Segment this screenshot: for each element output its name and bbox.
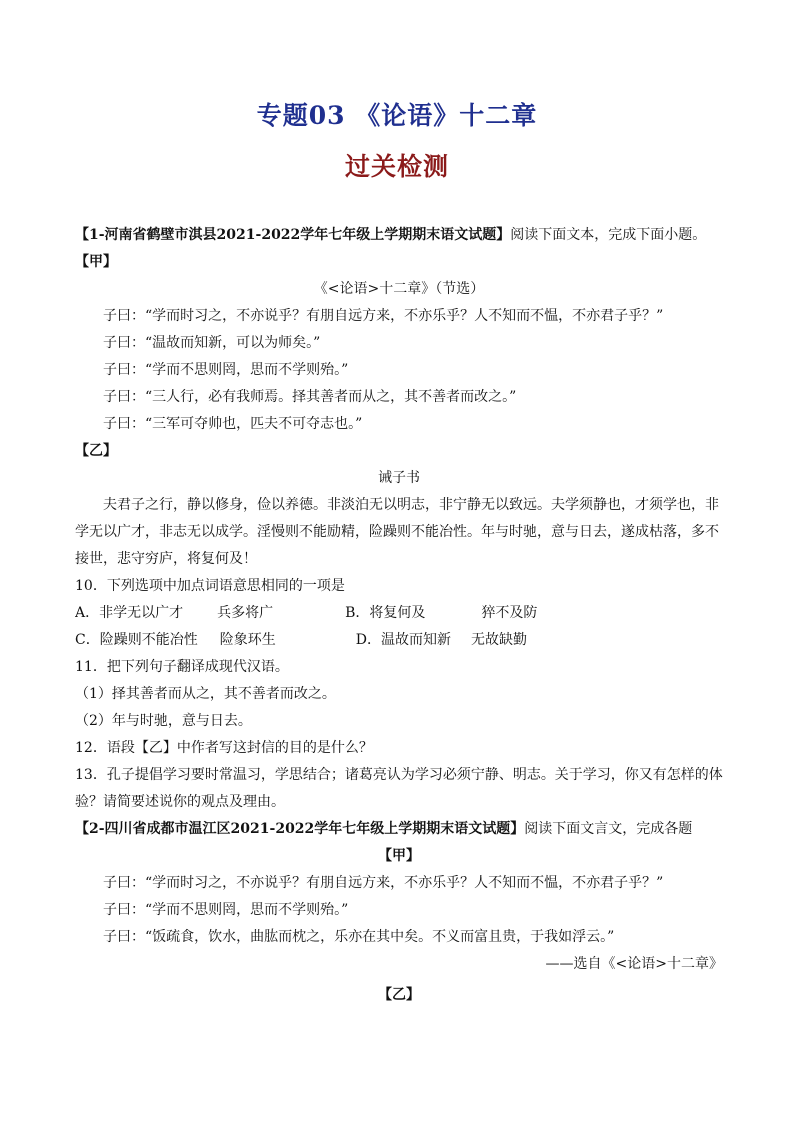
question-10-options-cd (75, 627, 723, 654)
option-d: D．温故而知新 (355, 632, 451, 648)
q1-instruction: 阅读下面文本，完成下面小题。 (510, 227, 707, 243)
q1-jia-title: 《<论语>十二章》（节选） (313, 281, 485, 297)
question-10-options-ab (75, 600, 723, 627)
q2-jia-line: 子曰：“饭疏食，饮水，曲肱而枕之，乐亦在其中矣。不义而富且贵，于我如浮云。” (103, 929, 615, 945)
q1-jia-line: 子曰：“学而时习之，不亦说乎？有朋自远方来，不亦乐乎？人不知而不愠，不亦君子乎？” (103, 308, 664, 324)
q1-jia-line: 子曰：“三军可夺帅也，匹夫不可夺志也。” (103, 416, 363, 432)
option-c: C．险躁则不能冶性 (75, 632, 198, 648)
question-12: 12．语段【乙】中作者写这封信的目的是什么？ (75, 740, 373, 756)
q2-yi-label: 【乙】 (378, 987, 420, 1003)
q1-header (75, 222, 723, 249)
question-10: 10．下列选项中加点词语意思相同的一项是 (75, 578, 345, 594)
q1-yi-label: 【乙】 (75, 443, 117, 459)
question-11-item: （1）择其善者而从之，其不善者而改之。 (75, 686, 336, 702)
option-b-compare: 猝不及防 (481, 605, 538, 621)
question-11-item: （2）年与时驰，意与日去。 (75, 713, 252, 729)
option-d-compare: 无故缺勤 (470, 632, 527, 648)
q1-jia-line: 子曰：“学而不思则罔，思而不学则殆。” (103, 362, 349, 378)
q2-jia-source: ——选自《<论语>十二章》 (545, 956, 723, 972)
q1-yi-line: 学无以广才，非志无以成学。淫慢则不能励精，险躁则不能冶性。年与时驰，意与日去，遂成枯落，多不 (75, 524, 719, 540)
q1-source: 【1-河南省鹤壁市淇县2021-2022学年七年级上学期期末语文试题】 (75, 227, 511, 243)
q2-jia-line: 子曰：“学而时习之，不亦说乎？有朋自远方来，不亦乐乎？人不知而不愠，不亦君子乎？” (103, 875, 664, 891)
q2-instruction: 阅读下面文言文，完成各题 (524, 821, 693, 837)
q1-jia-label: 【甲】 (75, 254, 117, 270)
question-13-cont: 验？请简要述说你的观点及理由。 (75, 794, 285, 810)
q2-header (75, 816, 723, 843)
q1-yi-line: 夫君子之行，静以修身，俭以养德。非淡泊无以明志，非宁静无以致远。夫学须静也，才须学也，非 (103, 497, 719, 513)
q1-jia-line: 子曰：“温故而知新，可以为师矣。” (103, 335, 321, 351)
option-c-compare: 险象环生 (219, 632, 276, 648)
option-b: B．将复何及 (345, 605, 426, 621)
q1-jia-line: 子曰：“三人行，必有我师焉。择其善者而从之，其不善者而改之。” (103, 389, 517, 405)
question-11: 11．把下列句子翻译成现代汉语。 (75, 659, 289, 675)
q2-source: 【2-四川省成都市温江区2021-2022学年七年级上学期期末语文试题】 (75, 821, 525, 837)
q1-yi-line: 接世，悲守穷庐，将复何及！ (75, 551, 257, 567)
document-body (75, 222, 723, 1009)
q2-jia-label: 【甲】 (378, 848, 420, 864)
option-a-compare: 兵多将广 (217, 605, 274, 621)
page-title: 专题03 《论语》十二章 (256, 101, 538, 130)
page-subtitle: 过关检测 (344, 152, 449, 181)
option-a: A．非学无以广才 (75, 605, 184, 621)
question-13: 13．孔子提倡学习要时常温习，学思结合；诸葛亮认为学习必须宁静、明志。关于学习，你又有怎样的体 (75, 767, 723, 783)
q1-yi-title: 诫子书 (378, 470, 420, 486)
q2-jia-line: 子曰：“学而不思则罔，思而不学则殆。” (103, 902, 349, 918)
